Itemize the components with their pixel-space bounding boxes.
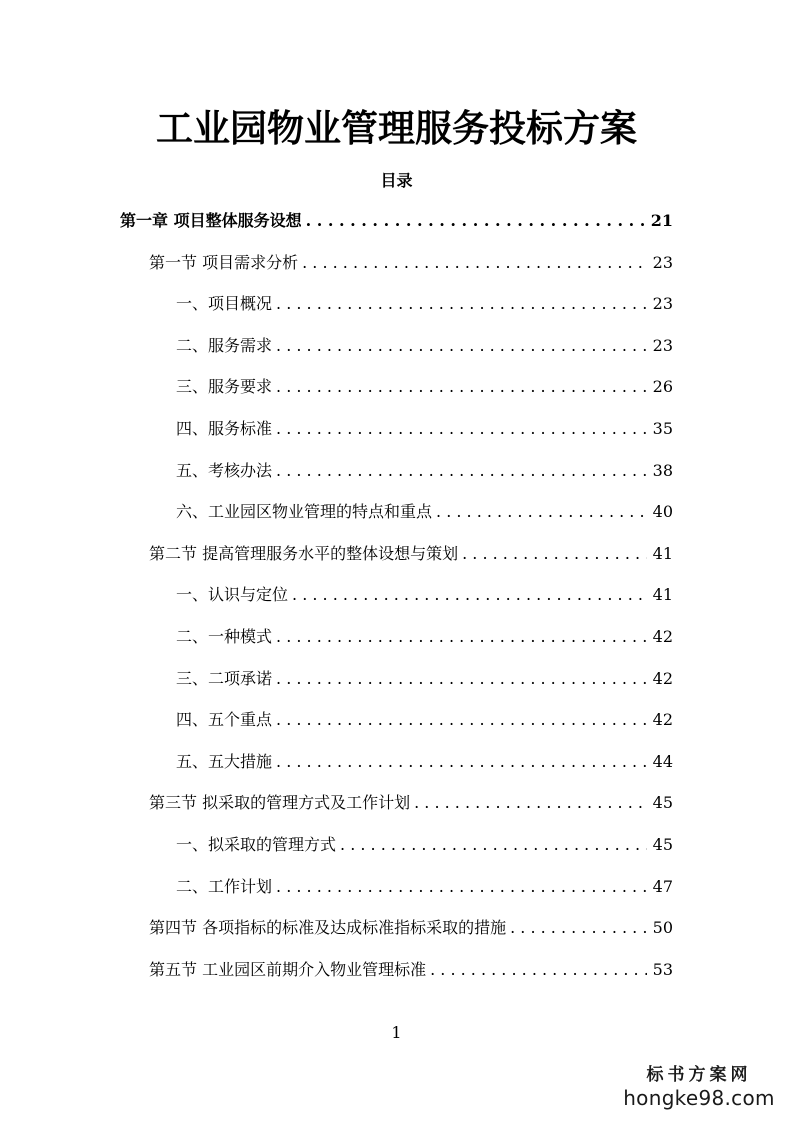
- page-number: 1: [391, 1023, 402, 1042]
- toc-dot-leader: [276, 416, 647, 442]
- toc-entry[interactable]: [176, 333, 673, 359]
- toc-entry-label: 第一节 项目需求分析: [149, 253, 299, 272]
- toc-entry-page-number: 41: [652, 544, 673, 563]
- toc-dot-leader: [414, 790, 647, 816]
- toc-dot-leader: [510, 915, 647, 941]
- toc-dot-leader: [276, 666, 647, 692]
- toc-entry-page-number: 23: [652, 294, 673, 313]
- toc-dot-leader: [276, 749, 647, 775]
- toc-entry[interactable]: [149, 915, 673, 941]
- toc-entry-label: 四、五个重点: [176, 710, 273, 729]
- toc-entry-page-number: 44: [652, 752, 673, 771]
- watermark-site-name: 标书方案网: [646, 1065, 752, 1085]
- toc-entry[interactable]: [120, 208, 673, 234]
- toc-entry-label: 第三节 拟采取的管理方式及工作计划: [149, 793, 411, 812]
- toc-entry[interactable]: [149, 957, 673, 983]
- toc-dot-leader: [276, 333, 647, 359]
- toc-entry-page-number: 41: [652, 585, 673, 604]
- toc-dot-leader: [276, 458, 647, 484]
- toc-entry-label: 六、工业园区物业管理的特点和重点: [176, 502, 433, 521]
- toc-entry-label: 五、考核办法: [176, 461, 273, 480]
- toc-entry[interactable]: [149, 541, 673, 567]
- toc-entry[interactable]: [176, 874, 673, 900]
- toc-entry-page-number: 45: [652, 835, 673, 854]
- toc-entry[interactable]: [176, 291, 673, 317]
- document-title: 工业园物业管理服务投标方案: [156, 106, 637, 150]
- toc-entry[interactable]: [176, 374, 673, 400]
- toc-entry[interactable]: [176, 624, 673, 650]
- toc-entry-label: 四、服务标准: [176, 419, 273, 438]
- toc-entry-page-number: 40: [652, 502, 673, 521]
- toc-dot-leader: [276, 874, 647, 900]
- toc-dot-leader: [340, 832, 647, 858]
- toc-entry-label: 一、项目概况: [176, 294, 273, 313]
- toc-dot-leader: [276, 374, 647, 400]
- toc-entry[interactable]: [176, 707, 673, 733]
- toc-entry[interactable]: [176, 749, 673, 775]
- toc-dot-leader: [276, 624, 647, 650]
- toc-entry-label: 第五节 工业园区前期介入物业管理标准: [149, 960, 427, 979]
- toc-entry-label: 一、认识与定位: [176, 585, 289, 604]
- toc-entry-page-number: 42: [652, 627, 673, 646]
- toc-dot-leader: [436, 499, 647, 525]
- toc-entry-page-number: 47: [652, 877, 673, 896]
- toc-entry[interactable]: [176, 832, 673, 858]
- toc-entry-page-number: 23: [652, 336, 673, 355]
- toc-entry[interactable]: [176, 499, 673, 525]
- toc-entry[interactable]: [149, 250, 673, 276]
- toc-entry-page-number: 50: [652, 918, 673, 937]
- toc-entry-label: 二、服务需求: [176, 336, 273, 355]
- toc-entry-page-number: 23: [652, 253, 673, 272]
- toc-dot-leader: [292, 582, 647, 608]
- toc-entry-label: 三、二项承诺: [176, 669, 273, 688]
- toc-entry-page-number: 45: [652, 793, 673, 812]
- toc-entry[interactable]: [176, 582, 673, 608]
- toc-entry-page-number: 21: [650, 211, 673, 230]
- toc-entry-label: 第一章 项目整体服务设想: [120, 211, 302, 230]
- toc-dot-leader: [306, 208, 645, 234]
- watermark-logo: [619, 1064, 779, 1110]
- toc-entry[interactable]: [176, 416, 673, 442]
- toc-dot-leader: [302, 250, 647, 276]
- toc-entry-label: 第二节 提高管理服务水平的整体设想与策划: [149, 544, 459, 563]
- toc-dot-leader: [276, 707, 647, 733]
- toc-entry-page-number: 26: [652, 377, 673, 396]
- toc-dot-leader: [430, 957, 647, 983]
- toc-entry-page-number: 38: [652, 461, 673, 480]
- toc-entry[interactable]: [176, 458, 673, 484]
- toc-heading: 目录: [380, 171, 413, 190]
- toc-entry-label: 五、五大措施: [176, 752, 273, 771]
- toc-entry[interactable]: [149, 790, 673, 816]
- toc-dot-leader: [276, 291, 647, 317]
- watermark-site-url: hongke98.com: [623, 1086, 775, 1110]
- toc-dot-leader: [462, 541, 647, 567]
- toc-entry-page-number: 42: [652, 669, 673, 688]
- toc-entry-label: 二、一种模式: [176, 627, 273, 646]
- toc-entry[interactable]: [176, 666, 673, 692]
- toc-entry-label: 第四节 各项指标的标准及达成标准指标采取的措施: [149, 918, 507, 937]
- toc-entry-label: 二、工作计划: [176, 877, 273, 896]
- toc-entry-label: 三、服务要求: [176, 377, 273, 396]
- toc-entry-label: 一、拟采取的管理方式: [176, 835, 337, 854]
- toc-entry-page-number: 53: [652, 960, 673, 979]
- toc-entry-page-number: 42: [652, 710, 673, 729]
- toc-entry-page-number: 35: [652, 419, 673, 438]
